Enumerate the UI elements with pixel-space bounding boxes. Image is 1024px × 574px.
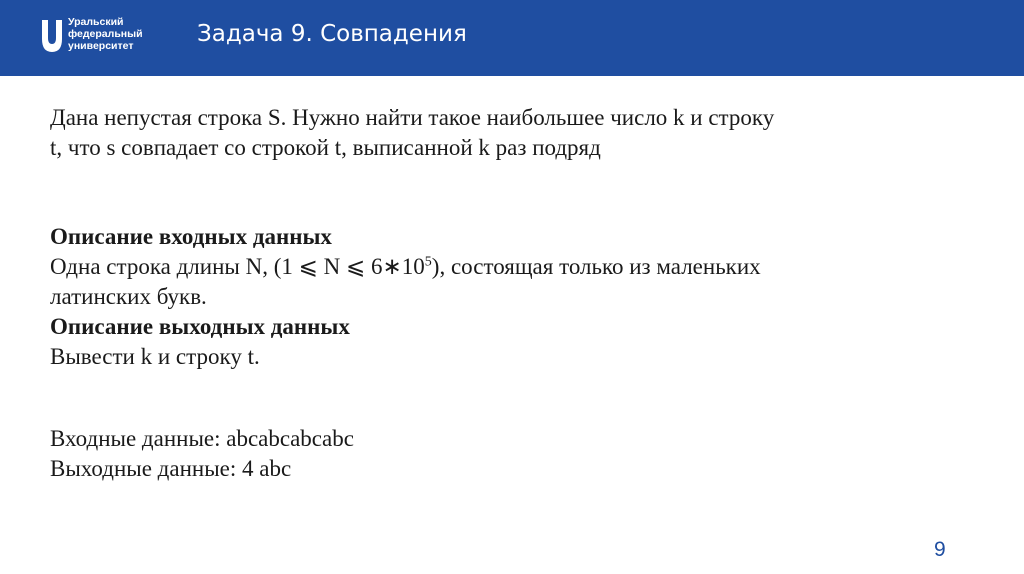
- page-number: 9: [934, 538, 946, 561]
- logo-line-2: федеральный: [68, 28, 143, 40]
- input-heading: Описание входных данных: [50, 224, 332, 249]
- input-line-2: латинских букв.: [50, 284, 207, 309]
- logo-line-3: университет: [68, 40, 134, 52]
- input-line-1-end: ), состоящая только из маленьких: [431, 254, 761, 279]
- problem-line-2: t, что s совпадает со строкой t, выписанной k раз подряд: [50, 135, 601, 160]
- input-line-1-start: Одна строка длины N, (1 ⩽ N ⩽ 6∗10: [50, 254, 425, 279]
- slide-title: Задача 9. Совпадения: [197, 21, 467, 47]
- output-line-1: Вывести k и строку t.: [50, 344, 260, 369]
- problem-line-1: Дана непустая строка S. Нужно найти такое наибольшее число k и строку: [50, 105, 775, 130]
- header-bar: [0, 0, 1024, 76]
- university-logo: [40, 14, 170, 62]
- logo-line-1: Уральский: [68, 16, 124, 28]
- example-input: Входные данные: abcabcabcabc: [50, 426, 354, 451]
- exponent: 5: [424, 254, 432, 270]
- example-output: Выходные данные: 4 abc: [50, 456, 292, 481]
- urfu-logo-icon: [40, 18, 64, 54]
- slide-content: [50, 103, 920, 484]
- input-line-1: [50, 252, 920, 282]
- output-heading: Описание выходных данных: [50, 314, 350, 339]
- logo-text: [68, 16, 143, 52]
